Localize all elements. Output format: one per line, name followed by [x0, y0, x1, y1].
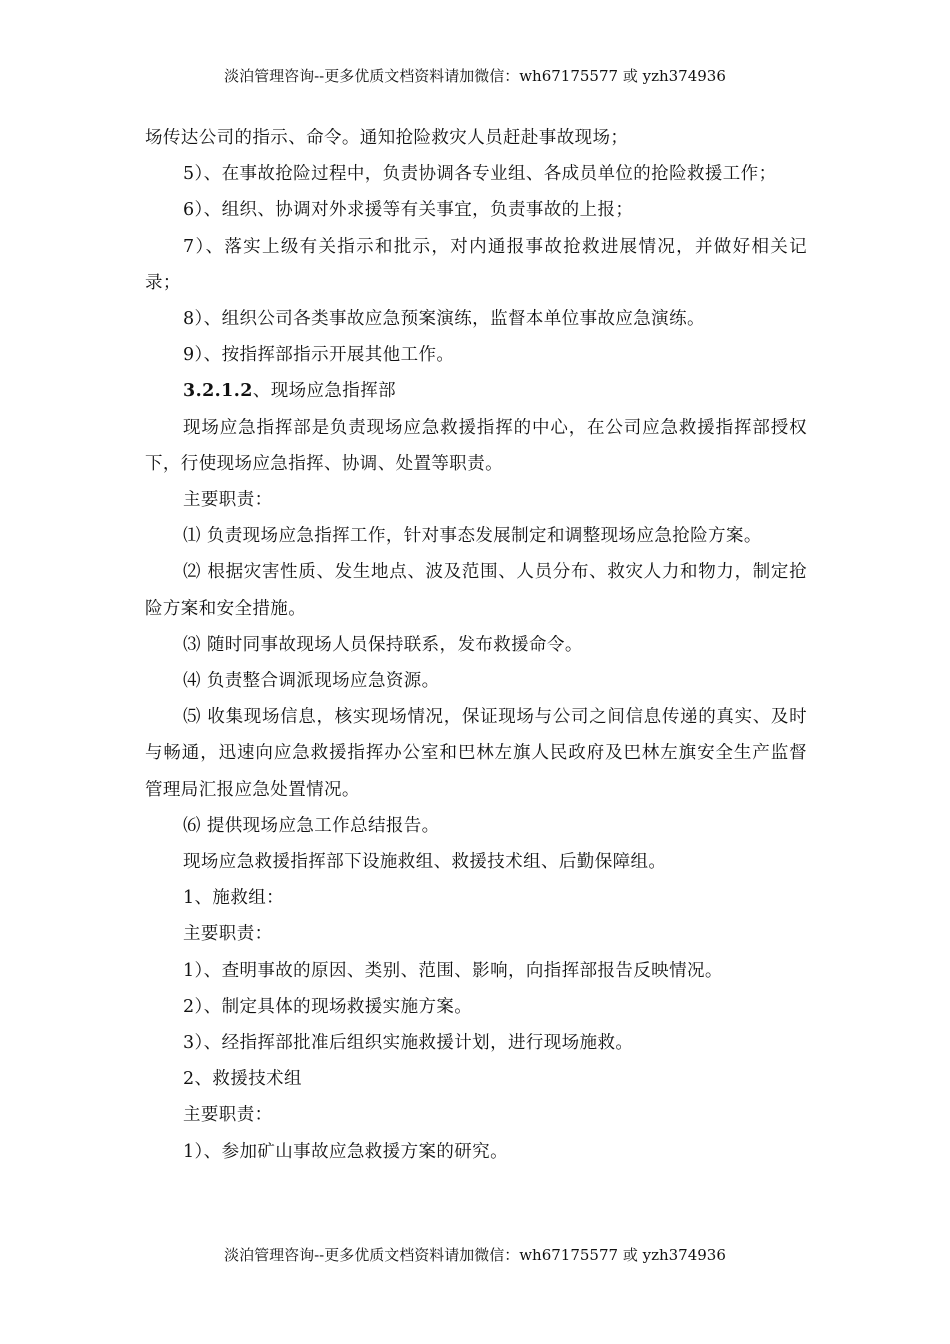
list-item: 8）、组织公司各类事故应急预案演练，监督本单位事故应急演练。 — [183, 309, 705, 330]
list-item: 1）、参加矿山事故应急救援方案的研究。 — [183, 1141, 508, 1162]
section-heading — [145, 373, 807, 409]
paragraph: 场传达公司的指示、命令。通知抢险救灾人员赶赴事故现场； — [145, 128, 629, 148]
list-item: 5）、在事故抢险过程中，负责协调各专业组、各成员单位的抢险救援工作； — [183, 164, 777, 185]
list-item: ⑵ 根据灾害性质、发生地点、波及范围、人员分布、救灾人力和物力，制定抢险方案和安全措施。 — [145, 562, 807, 619]
list-item: 1）、查明事故的原因、类别、范围、影响，向指挥部报告反映情况。 — [183, 960, 723, 981]
list-item: ⑸ 收集现场信息，核实现场情况，保证现场与公司之间信息传递的真实、及时与畅通，迅速向应急救援指挥办公室和巴林左旗人民政府及巴林左旗安全生产监督管理局汇报应急处置情况。 — [145, 707, 807, 800]
section-title: 、现场应急指挥部 — [252, 381, 396, 402]
list-item: 6）、组织、协调对外求援等有关事宜，负责事故的上报； — [183, 200, 634, 221]
list-item: 9）、按指挥部指示开展其他工作。 — [183, 345, 455, 366]
section-number: 3.2.1.2 — [183, 381, 253, 402]
paragraph: 现场应急指挥部是负责现场应急救援指挥的中心，在公司应急救援指挥部授权下，行使现场应急指挥、协调、处置等职责。 — [145, 417, 807, 474]
list-item: 2）、制定具体的现场救援实施方案。 — [183, 996, 473, 1017]
subheading: 主要职责： — [183, 490, 273, 511]
page-header: 淡泊管理咨询--更多优质文档资料请加微信：wh67175577 或 yzh374936 — [224, 67, 726, 85]
list-item: 7）、落实上级有关指示和批示，对内通报事故抢救进展情况，并做好相关记录； — [145, 236, 807, 293]
paragraph: 现场应急救援指挥部下设施救组、救援技术组、后勤保障组。 — [183, 852, 667, 873]
document-body — [145, 120, 807, 1170]
subheading: 主要职责： — [183, 924, 273, 945]
list-item: ⑷ 负责整合调派现场应急资源。 — [183, 671, 440, 692]
subheading: 主要职责： — [183, 1105, 273, 1126]
list-item: ⑶ 随时同事故现场人员保持联系，发布救援命令。 — [183, 634, 583, 655]
subheading: 2、救援技术组 — [183, 1069, 302, 1090]
subheading: 1、施救组： — [183, 888, 285, 909]
list-item: 3）、经指挥部批准后组织实施救援计划，进行现场施救。 — [183, 1033, 634, 1054]
page-footer: 淡泊管理咨询--更多优质文档资料请加微信：wh67175577 或 yzh374936 — [224, 1246, 726, 1264]
list-item: ⑴ 负责现场应急指挥工作，针对事态发展制定和调整现场应急抢险方案。 — [183, 526, 762, 547]
list-item: ⑹ 提供现场应急工作总结报告。 — [183, 815, 440, 836]
